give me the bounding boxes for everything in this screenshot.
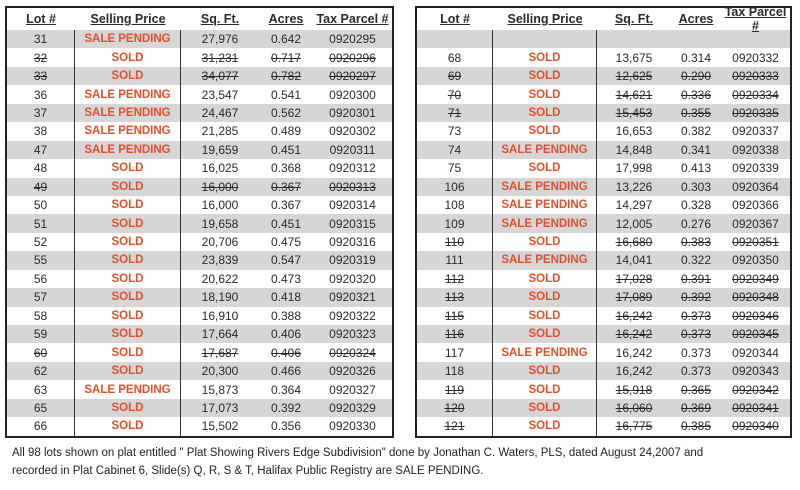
header-lot: Lot #	[26, 12, 56, 26]
sqft-cell: 14,041	[615, 253, 653, 268]
status-cell: SOLD	[111, 254, 144, 267]
acres-cell: 0.382	[680, 124, 712, 139]
lot-cell: 120	[444, 400, 465, 415]
acres-cell: 0.365	[680, 382, 712, 397]
acres-cell: 0.373	[680, 327, 712, 342]
tax-parcel-cell: 0920367	[732, 216, 779, 231]
lot-cell: 33	[33, 69, 48, 84]
tax-parcel-cell: 0920319	[329, 253, 376, 268]
table-row	[417, 325, 790, 343]
acres-cell: 0.562	[270, 105, 302, 120]
lot-cell: 62	[33, 364, 48, 379]
tax-parcel-cell: 0920346	[732, 308, 779, 323]
status-cell: SOLD	[528, 162, 561, 175]
acres-cell: 0.373	[680, 308, 712, 323]
status-cell: SALE PENDING	[501, 217, 588, 230]
status-cell: SOLD	[111, 291, 144, 304]
table-row	[417, 307, 790, 325]
acres-cell: 0.276	[680, 216, 712, 231]
status-cell: SOLD	[111, 162, 144, 175]
status-cell: SALE PENDING	[84, 88, 171, 101]
table-row	[7, 307, 392, 325]
lot-cell: 73	[447, 124, 462, 139]
lot-cell: 52	[33, 235, 48, 250]
tax-parcel-cell: 0920343	[732, 364, 779, 379]
sqft-cell: 16,775	[615, 419, 653, 434]
acres-cell: 0.314	[680, 50, 712, 65]
footnote-line-2: recorded in Plat Cabinet 6, Slide(s) Q, R, S & T, Halifax Public Registry are SALE PENDING.	[12, 465, 484, 477]
status-cell: SOLD	[528, 106, 561, 119]
status-cell: SALE PENDING	[501, 199, 588, 212]
tax-parcel-cell: 0920337	[732, 124, 779, 139]
tax-parcel-cell: 0920364	[732, 179, 779, 194]
tax-parcel-cell: 0920321	[329, 290, 376, 305]
table-row	[417, 288, 790, 306]
acres-cell: 0.388	[270, 308, 302, 323]
sqft-cell: 16,653	[615, 124, 653, 139]
lot-cell: 48	[33, 161, 48, 176]
sqft-cell: 19,659	[201, 142, 239, 157]
acres-cell: 0.473	[270, 271, 302, 286]
table-body	[7, 30, 392, 436]
lot-cell: 118	[444, 364, 465, 379]
lot-cell: 121	[444, 419, 465, 434]
lot-cell: 75	[447, 161, 462, 176]
acres-cell: 0.367	[270, 179, 302, 194]
acres-cell: 0.392	[680, 290, 712, 305]
sqft-cell: 16,910	[201, 308, 239, 323]
acres-cell: 0.547	[270, 253, 302, 268]
status-cell: SOLD	[111, 328, 144, 341]
acres-cell: 0.717	[270, 50, 302, 65]
status-cell: SOLD	[111, 180, 144, 193]
footnote	[12, 444, 703, 480]
table-row	[7, 325, 392, 343]
status-cell: SOLD	[528, 51, 561, 64]
tax-parcel-cell: 0920320	[329, 271, 376, 286]
table-header	[7, 8, 392, 30]
table-row	[417, 141, 790, 159]
header-selling-price: Selling Price	[507, 12, 583, 26]
sqft-cell: 16,000	[201, 198, 239, 213]
table-row	[7, 343, 392, 361]
acres-cell: 0.451	[270, 216, 302, 231]
lot-cell: 57	[33, 290, 48, 305]
tax-parcel-cell: 0920340	[732, 419, 779, 434]
acres-cell: 0.406	[270, 327, 302, 342]
status-cell: SOLD	[111, 420, 144, 433]
tax-parcel-cell: 0920341	[732, 400, 779, 415]
sqft-cell: 23,839	[201, 253, 239, 268]
table-header	[417, 5, 790, 33]
sqft-cell: 14,848	[615, 142, 653, 157]
status-cell: SALE PENDING	[501, 143, 588, 156]
lot-cell: 115	[444, 308, 465, 323]
status-cell: SOLD	[111, 51, 144, 64]
sqft-cell: 13,226	[615, 179, 653, 194]
sqft-cell: 24,467	[201, 105, 239, 120]
status-cell: SALE PENDING	[84, 33, 171, 46]
table-row	[417, 104, 790, 122]
header-selling-price: Selling Price	[90, 12, 166, 26]
lot-cell: 69	[447, 69, 462, 84]
sqft-cell: 12,005	[615, 216, 653, 231]
status-cell: SOLD	[528, 88, 561, 101]
status-cell: SOLD	[111, 272, 144, 285]
sqft-cell: 31,231	[201, 50, 239, 65]
status-cell: SALE PENDING	[84, 143, 171, 156]
tax-parcel-cell: 0920351	[732, 235, 779, 250]
status-cell: SOLD	[528, 309, 561, 322]
sqft-cell: 20,300	[201, 364, 239, 379]
acres-cell: 0.391	[680, 271, 712, 286]
lot-cell: 109	[444, 216, 465, 231]
table-row	[417, 417, 790, 435]
table-row	[7, 104, 392, 122]
table-row	[7, 30, 392, 48]
status-cell: SOLD	[528, 383, 561, 396]
acres-cell: 0.367	[270, 198, 302, 213]
sqft-cell: 17,028	[615, 271, 653, 286]
tax-parcel-cell: 0920296	[329, 50, 376, 65]
table-row	[7, 380, 392, 398]
table-row	[7, 122, 392, 140]
lot-cell: 119	[444, 382, 465, 397]
tax-parcel-cell: 0920315	[329, 216, 376, 231]
sqft-cell: 15,873	[201, 382, 239, 397]
lots-table-left	[5, 6, 394, 438]
tax-parcel-cell: 0920322	[329, 308, 376, 323]
lot-cell: 68	[447, 50, 462, 65]
status-cell: SOLD	[111, 199, 144, 212]
acres-cell: 0.541	[270, 87, 302, 102]
lot-cell: 63	[33, 382, 48, 397]
lot-cell: 56	[33, 271, 48, 286]
tax-parcel-cell: 0920339	[732, 161, 779, 176]
tax-parcel-cell: 0920324	[329, 345, 376, 360]
lot-cell: 36	[33, 87, 48, 102]
sqft-cell: 27,976	[201, 32, 239, 47]
acres-cell: 0.466	[270, 364, 302, 379]
tax-parcel-cell: 0920345	[732, 327, 779, 342]
acres-cell: 0.642	[270, 32, 302, 47]
table-row	[417, 233, 790, 251]
lot-cell: 111	[445, 253, 464, 268]
table-row	[7, 159, 392, 177]
acres-cell: 0.385	[680, 419, 712, 434]
table-row	[417, 214, 790, 232]
status-cell: SOLD	[528, 70, 561, 83]
tax-parcel-cell: 0920344	[732, 345, 779, 360]
sqft-cell: 16,025	[201, 161, 239, 176]
tax-parcel-cell: 0920338	[732, 142, 779, 157]
acres-cell: 0.413	[680, 161, 712, 176]
acres-cell: 0.373	[680, 364, 712, 379]
sqft-cell: 14,621	[615, 87, 653, 102]
table-row	[7, 48, 392, 66]
table-row	[7, 251, 392, 269]
lot-cell: 47	[33, 142, 48, 157]
lot-cell: 106	[444, 179, 465, 194]
table-row	[7, 141, 392, 159]
tax-parcel-cell: 0920311	[329, 142, 376, 157]
tax-parcel-cell: 0920333	[732, 69, 779, 84]
sqft-cell: 15,502	[201, 419, 239, 434]
acres-cell: 0.322	[680, 253, 712, 268]
table-row	[417, 67, 790, 85]
tax-parcel-cell: 0920334	[732, 87, 779, 102]
tax-parcel-cell: 0920350	[732, 253, 779, 268]
tax-parcel-cell: 0920316	[329, 235, 376, 250]
table-row	[7, 399, 392, 417]
sqft-cell: 19,658	[201, 216, 239, 231]
table-row	[7, 214, 392, 232]
lot-cell: 110	[444, 235, 465, 250]
tax-parcel-cell: 0920313	[329, 179, 376, 194]
sqft-cell: 21,285	[201, 124, 239, 139]
status-cell: SOLD	[111, 217, 144, 230]
table-row	[417, 343, 790, 361]
table-row	[7, 178, 392, 196]
lot-cell: 31	[33, 32, 48, 47]
lot-cell: 112	[444, 271, 465, 286]
acres-cell: 0.489	[270, 124, 302, 139]
sqft-cell: 16,242	[615, 308, 653, 323]
sqft-cell: 34,077	[201, 69, 239, 84]
table-row	[417, 399, 790, 417]
tax-parcel-cell: 0920366	[732, 198, 779, 213]
status-cell: SALE PENDING	[84, 125, 171, 138]
table-row	[417, 178, 790, 196]
tax-parcel-cell: 0920300	[329, 87, 376, 102]
lot-cell: 37	[33, 105, 48, 120]
table-row	[7, 196, 392, 214]
tax-parcel-cell: 0920327	[329, 382, 376, 397]
acres-cell: 0.475	[270, 235, 302, 250]
table-row	[7, 417, 392, 435]
footnote-line-1: All 98 lots shown on plat entitled " Plat Showing Rivers Edge Subdivision" done by Jonathan C. Waters, PLS, dated August 24,2007 and	[12, 447, 704, 459]
tax-parcel-cell: 0920326	[329, 364, 376, 379]
header-tax-parcel: Tax Parcel #	[316, 12, 389, 26]
status-cell: SALE PENDING	[84, 383, 171, 396]
table-row	[417, 122, 790, 140]
table-row	[7, 270, 392, 288]
sqft-cell: 12,625	[615, 69, 653, 84]
acres-cell: 0.356	[270, 419, 302, 434]
table-row	[417, 30, 790, 48]
lot-cell: 70	[447, 87, 462, 102]
table-row	[417, 362, 790, 380]
table-row	[417, 159, 790, 177]
status-cell: SOLD	[528, 365, 561, 378]
acres-cell: 0.373	[680, 345, 712, 360]
lot-cell: 55	[33, 253, 48, 268]
status-cell: SALE PENDING	[501, 254, 588, 267]
lot-cell: 32	[33, 50, 48, 65]
tax-parcel-cell: 0920295	[329, 32, 376, 47]
sqft-cell: 17,664	[201, 327, 239, 342]
table-row	[417, 251, 790, 269]
sqft-cell: 23,547	[201, 87, 239, 102]
tax-parcel-cell: 0920314	[329, 198, 376, 213]
tax-parcel-cell: 0920323	[329, 327, 376, 342]
acres-cell: 0.328	[680, 198, 712, 213]
lot-cell: 51	[33, 216, 48, 231]
status-cell: SOLD	[528, 401, 561, 414]
lot-cell: 60	[33, 345, 48, 360]
table-body	[417, 30, 790, 436]
status-cell: SOLD	[528, 272, 561, 285]
tax-parcel-cell: 0920312	[329, 161, 376, 176]
status-cell: SOLD	[111, 401, 144, 414]
header-tax-parcel: Tax Parcel #	[724, 5, 787, 33]
lot-cell: 49	[33, 179, 48, 194]
sqft-cell: 16,242	[615, 345, 653, 360]
table-row	[7, 85, 392, 103]
tax-parcel-cell: 0920342	[732, 382, 779, 397]
lot-cell: 117	[444, 345, 465, 360]
header-sqft: Sq. Ft.	[200, 12, 240, 26]
tax-parcel-cell: 0920329	[329, 400, 376, 415]
sqft-cell: 18,190	[201, 290, 239, 305]
sqft-cell: 16,060	[615, 400, 653, 415]
status-cell: SALE PENDING	[84, 106, 171, 119]
sqft-cell: 17,073	[201, 400, 239, 415]
table-row	[7, 362, 392, 380]
sqft-cell: 16,242	[615, 327, 653, 342]
acres-cell: 0.341	[680, 142, 712, 157]
tax-parcel-cell: 0920297	[329, 69, 376, 84]
sqft-cell: 20,622	[201, 271, 239, 286]
status-cell: SOLD	[111, 365, 144, 378]
table-row	[417, 85, 790, 103]
status-cell: SOLD	[528, 420, 561, 433]
lot-cell: 116	[444, 327, 465, 342]
table-row	[417, 380, 790, 398]
lot-cell: 113	[444, 290, 465, 305]
sqft-cell: 20,706	[201, 235, 239, 250]
tax-parcel-cell: 0920302	[329, 124, 376, 139]
status-cell: SOLD	[111, 70, 144, 83]
tax-parcel-cell: 0920348	[732, 290, 779, 305]
acres-cell: 0.392	[270, 400, 302, 415]
status-cell: SOLD	[111, 346, 144, 359]
lot-cell: 38	[33, 124, 48, 139]
acres-cell: 0.369	[680, 400, 712, 415]
lot-cell: 108	[444, 198, 465, 213]
tax-parcel-cell: 0920332	[732, 50, 779, 65]
table-row	[7, 67, 392, 85]
header-acres: Acres	[268, 12, 304, 26]
acres-cell: 0.355	[680, 105, 712, 120]
acres-cell: 0.451	[270, 142, 302, 157]
status-cell: SOLD	[528, 236, 561, 249]
acres-cell: 0.418	[270, 290, 302, 305]
sqft-cell: 17,089	[615, 290, 653, 305]
tax-parcel-cell: 0920335	[732, 105, 779, 120]
lot-cell: 59	[33, 327, 48, 342]
sqft-cell: 15,918	[615, 382, 653, 397]
status-cell: SOLD	[528, 125, 561, 138]
tax-parcel-cell: 0920330	[329, 419, 376, 434]
acres-cell: 0.290	[680, 69, 712, 84]
lots-table-right	[415, 6, 792, 438]
sqft-cell: 13,675	[615, 50, 653, 65]
acres-cell: 0.406	[270, 345, 302, 360]
sqft-cell: 17,998	[615, 161, 653, 176]
lot-cell: 65	[33, 400, 48, 415]
status-cell: SALE PENDING	[501, 180, 588, 193]
status-cell: SOLD	[111, 236, 144, 249]
table-row	[417, 48, 790, 66]
lot-cell: 71	[447, 105, 462, 120]
status-cell: SALE PENDING	[501, 346, 588, 359]
acres-cell: 0.336	[680, 87, 712, 102]
table-row	[7, 288, 392, 306]
sqft-cell: 15,453	[615, 105, 653, 120]
sqft-cell: 16,000	[201, 179, 239, 194]
status-cell: SOLD	[528, 328, 561, 341]
tax-parcel-cell: 0920301	[329, 105, 376, 120]
sqft-cell: 16,242	[615, 364, 653, 379]
lot-cell: 50	[33, 198, 48, 213]
sqft-cell: 17,687	[201, 345, 239, 360]
table-row	[7, 233, 392, 251]
table-row	[417, 196, 790, 214]
lot-cell: 58	[33, 308, 48, 323]
header-sqft: Sq. Ft.	[614, 12, 654, 26]
acres-cell: 0.303	[680, 179, 712, 194]
status-cell: SOLD	[528, 291, 561, 304]
header-lot: Lot #	[440, 12, 470, 26]
acres-cell: 0.368	[270, 161, 302, 176]
acres-cell: 0.364	[270, 382, 302, 397]
lot-cell: 74	[447, 142, 462, 157]
status-cell: SOLD	[111, 309, 144, 322]
tax-parcel-cell: 0920349	[732, 271, 779, 286]
table-row	[417, 270, 790, 288]
lot-cell: 66	[33, 419, 48, 434]
sqft-cell: 14,297	[615, 198, 653, 213]
header-acres: Acres	[678, 12, 714, 26]
acres-cell: 0.782	[270, 69, 302, 84]
acres-cell: 0.383	[680, 235, 712, 250]
sqft-cell: 16,680	[615, 235, 653, 250]
